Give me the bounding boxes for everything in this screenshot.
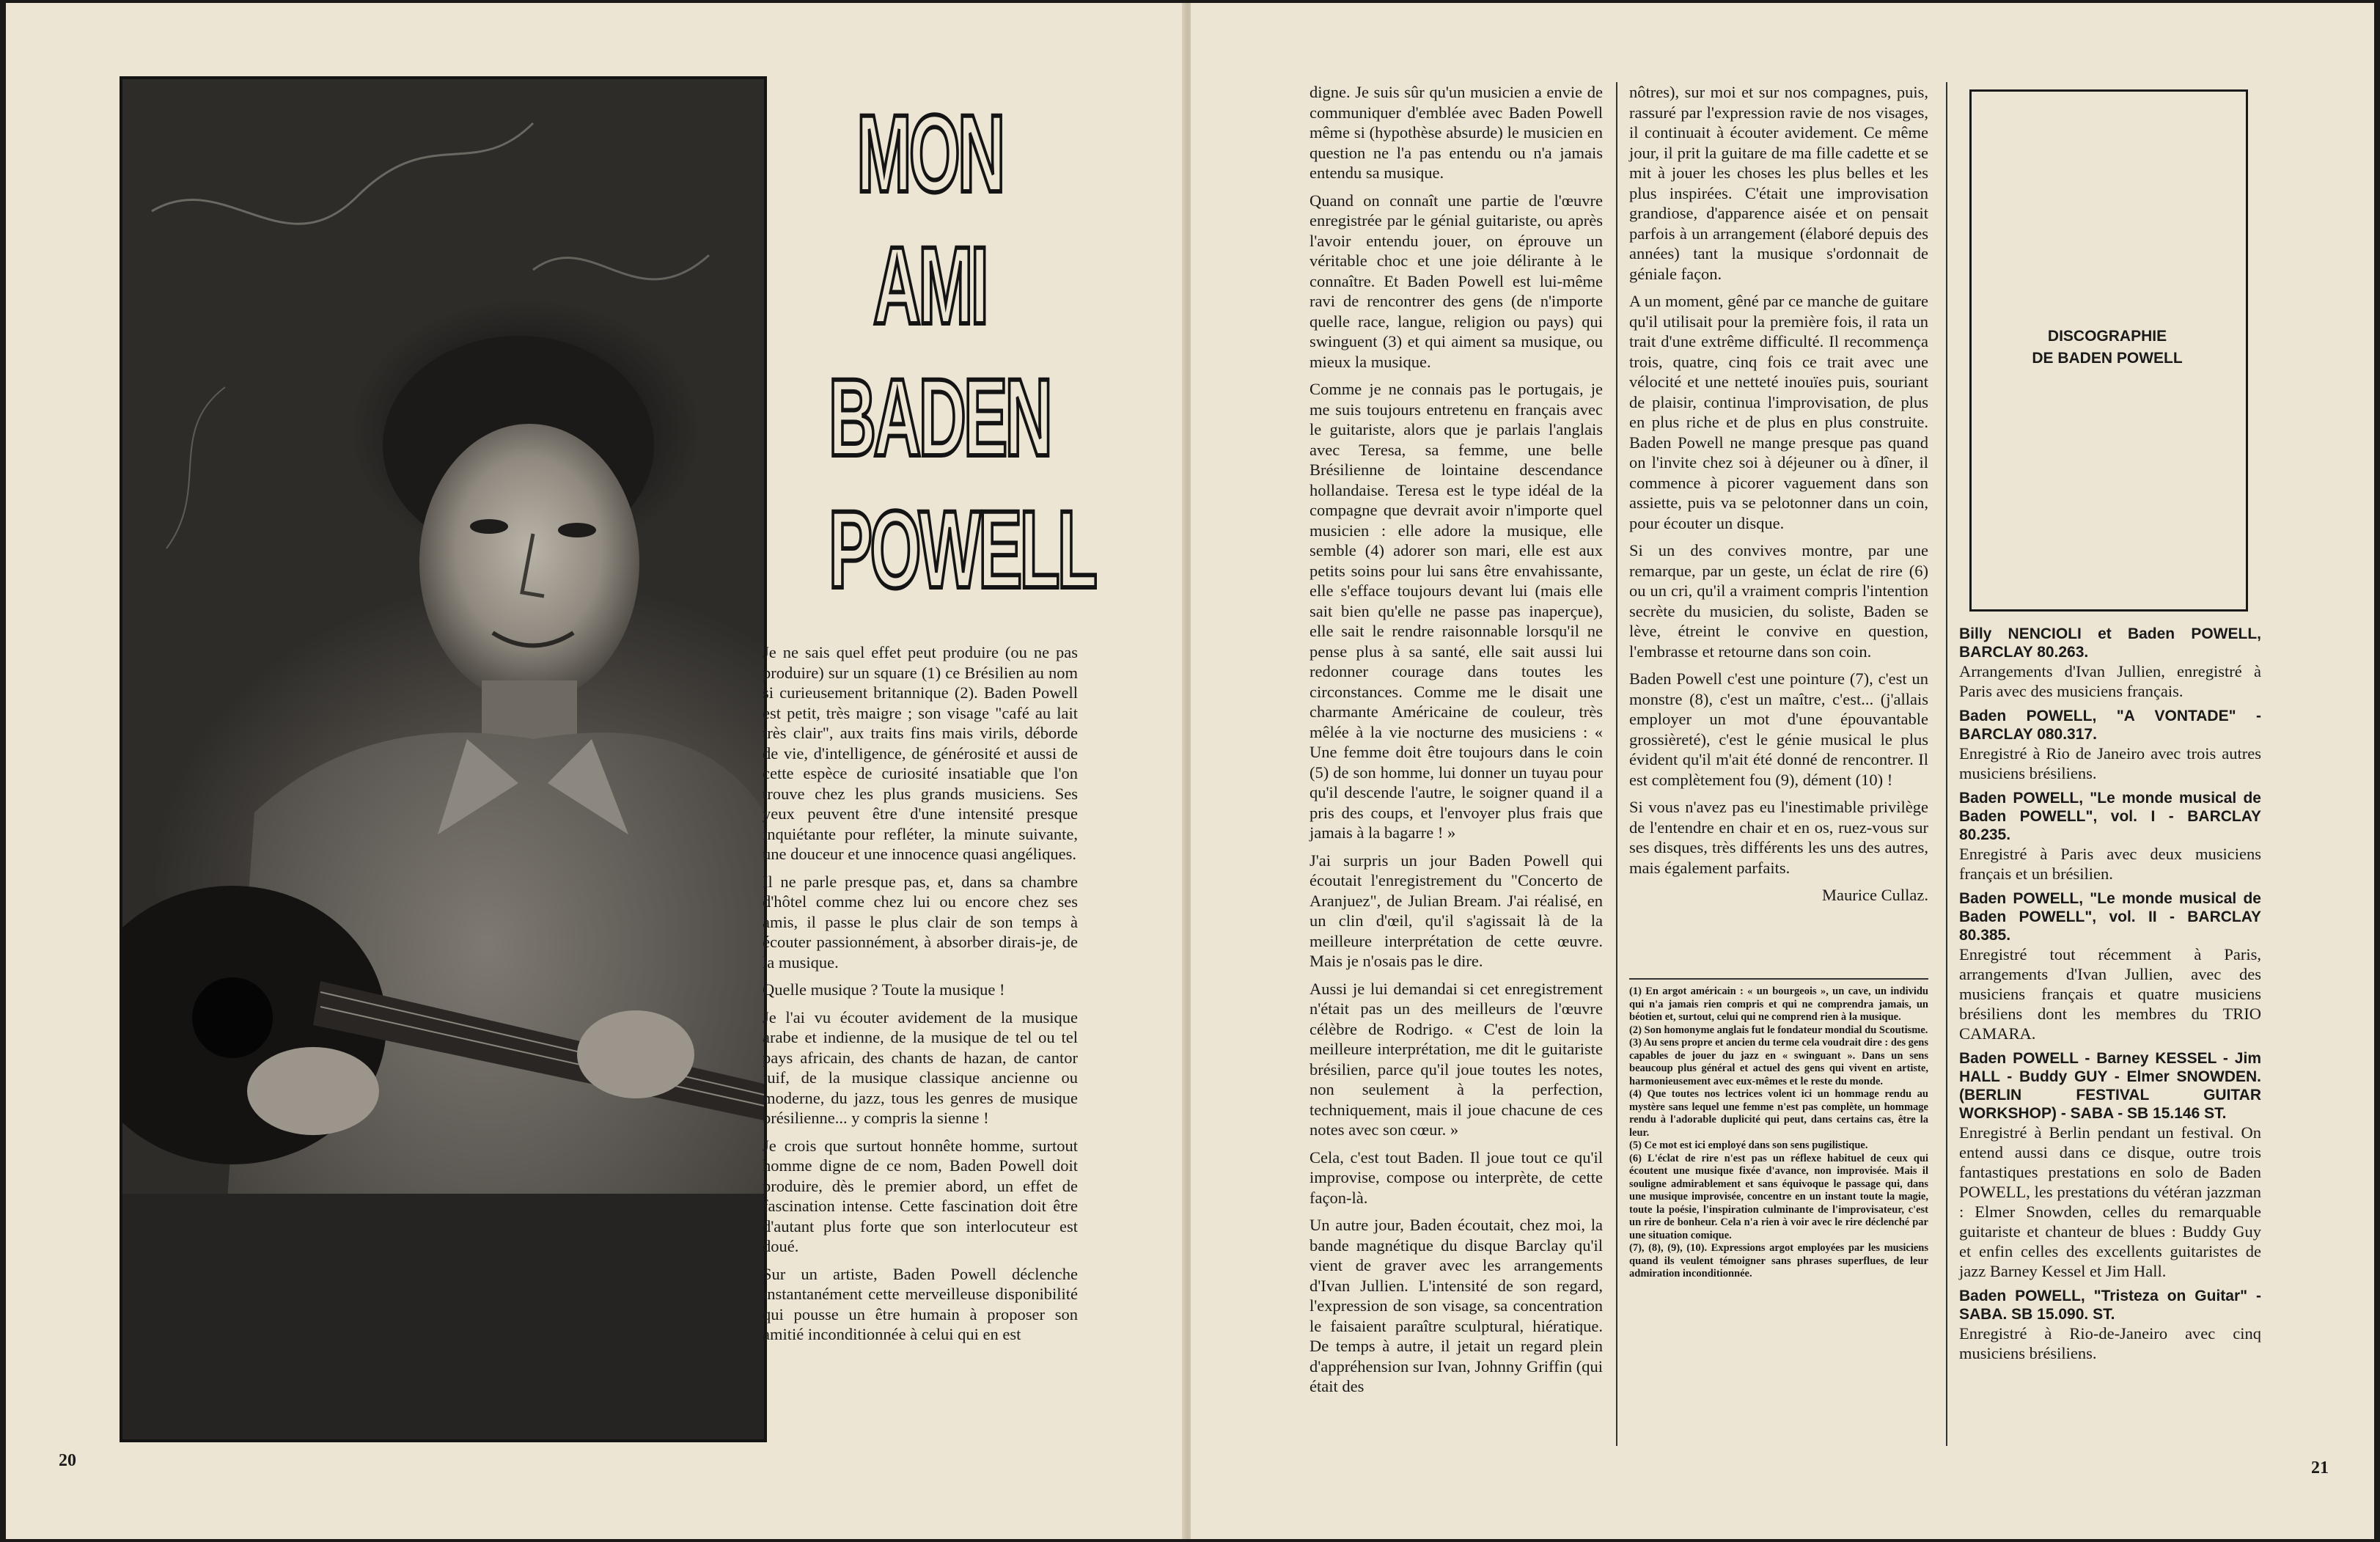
footnote: (5) Ce mot est ici employé dans son sens pugilistique. — [1629, 1139, 1868, 1151]
footnote: (3) Au sens propre et ancien du terme cela voudrait dire : des gens capables de jouer du jazz en « swinguant ». Dans un sens beaucoup plus général et actuel des gens qui vivent en artiste, harmonieusement avec eux-mêmes et le reste du monde. — [1629, 1037, 1928, 1087]
record-description: Enregistré à Rio-de-Janeiro avec cinq musiciens brésiliens. — [1959, 1324, 2261, 1362]
column-rule — [1616, 82, 1617, 1446]
footnote: (1) En argot américain : « un bourgeois », un cave, un individu qui n'a jamais rien compris et qui ne comprendra jamais, un béotien et, surtout, celui qui ne comprend rien à la musique. — [1629, 985, 1928, 1023]
page-number-left: 20 — [59, 1451, 76, 1470]
column-rule — [1946, 82, 1947, 1446]
paragraph: Comme je ne connais pas le portugais, je me suis toujours entretenu en français avec le guitariste, alors que je parlais l'anglais avec Teresa, sa femme, une belle Brésilienne de lointaine descendance hollandaise. Teresa est le type idéal de la compagne que devrait avoir n'importe quel musicien : elle adore la musique, elle semble (4) adorer son mari, elle est aux petits soins pour lui sans être envahissante, elle s'efface toujours devant lui (mais elle sait bien qu'elle ne passe pas inaperçue), elle sait le rendre raisonnable lorsqu'il ne pense plus à sa santé, elle sait aussi lui redonner courage dans toutes les circonstances. Comme me le disait une charmante Américaine de couleur, très mêlée à la vie nocturne des musiciens : « Une femme doit être toujours dans le coin (5) de son homme, lui donner un tuyau pour qu'il descende l'autre, le soigner quand il a pris des coups, et l'envoyer plus frais que jamais à la bagarre ! » — [1310, 380, 1603, 842]
left-page — [6, 3, 1185, 1539]
paragraph: Quelle musique ? Toute la musique ! — [763, 980, 1005, 999]
discography-title — [1968, 326, 2247, 370]
paragraph: Cela, c'est tout Baden. Il joue tout ce qu'il improvise, compose ou interprète, de cette façon-là. — [1310, 1148, 1603, 1207]
discography-title-line-2: DE BADEN POWELL — [2032, 350, 2183, 367]
discography-list — [1959, 619, 2261, 1367]
footnote: (4) Que toutes nos lectrices volent ici un hommage rendu au mystère sans lequel une femme n'est pas complète, un hommage rendu à l'adorable duplicité qui peut, dans certains cas, être la leur. — [1629, 1088, 1928, 1139]
article-title — [761, 76, 1098, 626]
paragraph: Si un des convives montre, par une remarque, par un geste, un éclat de rire (6) ou un cri, qu'il a vraiment compris l'intention secrète du musicien, du soliste, Baden se lève, étreint le convive en question, l'embrasse et retourne dans son coin. — [1629, 541, 1928, 661]
paragraph: Baden Powell c'est une pointure (7), c'est un monstre (8), c'est un maître, c'est... (j'allais employer un mot d'une épouvantable grossièreté), c'est le génie musical le plus évident qu'il m'ait été donné de rencontrer. Il est complètement fou (9), dément (10) ! — [1629, 669, 1928, 789]
paragraph: J'ai surpris un jour Baden Powell qui écoutait l'enregistrement du "Concerto de Aranjuez", de Julian Bream. J'ai réalisé, en un clin d'œil, qu'il s'agissait là de la meilleure interprétation de cette œuvre. Mais je n'osais pas le dire. — [1310, 851, 1603, 970]
record-title: Baden POWELL - Barney KESSEL - Jim HALL - Buddy GUY - Elmer SNOWDEN. (BERLIN FESTIVAL GUITAR WORKSHOP) - SABA - SB 15.146 ST. — [1959, 1050, 2261, 1122]
footnote: (6) L'éclat de rire n'est pas un réflexe habituel de ceux qui écoutent une musique fixée d'avance, non improvisée. Mais il souligne admirablement et sans équivoque le passage qui, dans une musique improvisée, concentre en un instant toute la magie, toute la poésie, l'inspiration culminante de l'improvisateur, c'est un rire de bonheur. Cela n'a rien à voir avec le rire déclenché par une situation comique. — [1629, 1152, 1928, 1241]
record-description: Enregistré à Paris avec deux musiciens français et un brésilien. — [1959, 845, 2261, 883]
paragraph: Sur un artiste, Baden Powell déclenche instantanément cette merveilleuse disponibilité qui pousse un être humain à proposer son amitié inconditionnée à celui qui en est — [763, 1264, 1078, 1343]
record-title: Baden POWELL, "Le monde musical de Baden POWELL", vol. I - BARCLAY 80.235. — [1959, 790, 2261, 843]
record-title: Baden POWELL, "Le monde musical de Baden POWELL", vol. II - BARCLAY 80.385. — [1959, 890, 2261, 944]
record-title: Billy NENCIOLI et Baden POWELL, BARCLAY 80.263. — [1959, 625, 2261, 661]
magazine-spread — [6, 3, 2374, 1539]
footnote: (2) Son homonyme anglais fut le fondateur mondial du Scoutisme. — [1629, 1024, 1928, 1036]
paragraph: Je crois que surtout honnête homme, surtout homme digne de ce nom, Baden Powell doit produire, dès le premier abord, un effet de fascination intense. Cette fascination doit être d'autant plus forte que son interlocuteur est doué. — [763, 1136, 1078, 1255]
discography-title-line-1: DISCOGRAPHIE — [2047, 328, 2167, 345]
paragraph: Il ne parle presque pas, et, dans sa chambre d'hôtel comme chez lui ou encore chez ses amis, il passe le plus clair de son temps à écouter passionnément, à absorber dirais-je, de la musique. — [763, 872, 1078, 972]
paragraph: Je ne sais quel effet peut produire (ou ne pas produire) sur un square (1) ce Brésilien au nom si curieusement britannique (2). Baden Powell est petit, très maigre ; son visage "café au lait très clair", aux traits fins mais virils, déborde de vie, d'intelligence, de générosité et aussi de cette espèce de curiosité insatiable que l'on trouve chez les plus grands musiciens. Ses yeux peuvent être d'une intensité presque inquiétante pour refléter, la minute suivante, une douceur et une innocence quasi angéliques. — [763, 643, 1078, 863]
paragraph: nôtres), sur moi et sur nos compagnes, puis, rassuré par l'expression ravie de nos visages, il continuait à écouter avidement. Ce même jour, il prit la guitare de ma fille cadette et se mit à jouer les choses les plus belles et les plus inspirées. C'était une improvisation grandiose, d'apparence aisée et on pensait parfois à un arrangement (élaboré depuis des années) tant la musique s'ordonnait de géniale façon. — [1629, 83, 1928, 283]
record-description: Enregistré tout récemment à Paris, arrangements d'Ivan Jullien, avec des musiciens français et quatre musiciens brésiliens dont les membres du TRIO CAMARA. — [1959, 945, 2261, 1043]
paragraph: Si vous n'avez pas eu l'inestimable privilège de l'entendre en chair et en os, ruez-vous sur ses disques, très différents les uns des autres, mais également parfaits. — [1629, 798, 1928, 877]
page-number-right: 21 — [2311, 1458, 2329, 1477]
title-line-2: AMI — [873, 224, 987, 347]
footnotes-rule — [1629, 978, 1928, 980]
author-signature: Maurice Cullaz. — [1822, 886, 1928, 904]
title-line-3: BADEN — [829, 356, 1051, 479]
title-line-4: POWELL — [829, 488, 1095, 611]
paragraph: A un moment, gêné par ce manche de guitare qu'il utilisait pour la première fois, il rata un trait d'une extrême difficulté. Il recommença trois, quatre, cinq fois ce trait avec une vélocité et une netteté inouïes puis, souriant de plaisir, continua l'improvisation, de plus en plus riche et de plus en plus construite. Baden Powell ne mange presque pas quand on l'invite chez soi à déjeuner ou à dîner, il commence à picorer vaguement dans son assiette, puis va se pelotonner dans un coin, pour écouter un disque. — [1629, 292, 1928, 532]
footnotes — [1629, 985, 1928, 1281]
article-column-b — [1629, 82, 1928, 913]
portrait-photo — [120, 76, 767, 1442]
title-line-1: MON — [856, 92, 1003, 215]
paragraph: Quand on connaît une partie de l'œuvre enregistrée par le génial guitariste, ou après l'avoir entendu jouer, on éprouve un véritable choc et une joie délirante à le connaître. Et Baden Powell est lui-même ravi de rencontrer des gens (de n'importe quelle race, langue, religion ou pays) qui swinguent (3) et qui aiment sa musique, ou mieux la musique. — [1310, 191, 1603, 371]
record-description: Arrangements d'Ivan Jullien, enregistré à Paris avec des musiciens français. — [1959, 662, 2261, 700]
paragraph: Je l'ai vu écouter avidement de la musique arabe et indienne, de la musique de tel ou tel pays africain, des chants de hazan, de cantor juif, de la musique classique ancienne ou moderne, du jazz, tous les genres de musique brésilienne... y compris la sienne ! — [763, 1007, 1078, 1127]
record-description: Enregistré à Berlin pendant un festival. On entend aussi dans ce disque, outre trois fantastiques prestations en solo de Baden POWELL, les prestations du vétéran jazzman : Elmer Snowden, celles du remarquable guitariste et chanteur de blues : Buddy Guy et enfin celles des excellents guitaristes de jazz Barney Kessel et Jim Hall. — [1959, 1123, 2261, 1280]
guitarist-portrait-image — [122, 79, 764, 1439]
record-description: Enregistré à Rio de Janeiro avec trois autres musiciens brésiliens. — [1959, 744, 2261, 782]
article-column-a — [1310, 82, 1603, 1404]
footnote: (7), (8), (9), (10). Expressions argot employées par les musiciens quand ils veulent témoigner sans phrases superflues, de leur admiration inconditionnée. — [1629, 1242, 1928, 1280]
paragraph: digne. Je suis sûr qu'un musicien a envie de communiquer d'emblée avec Baden Powell même si (hypothèse absurde) le musicien en question ne l'a pas entendu ou n'a jamais entendu sa musique. — [1310, 83, 1603, 182]
paragraph: Un autre jour, Baden écoutait, chez moi, la bande magnétique du disque Barclay qu'il vient de graver avec les arrangements d'Ivan Jullien. L'intensité de son regard, l'expression de son visage, sa concentration le faisaient paraître sculptural, hiératique. De temps à autre, il jetait un regard plein d'appréhension sur Ivan, Johnny Griffin (qui était des — [1310, 1216, 1603, 1395]
record-title: Baden POWELL, "Tristeza on Guitar" - SABA. SB 15.090. ST. — [1959, 1288, 2261, 1323]
record-title: Baden POWELL, "A VONTADE" - BARCLAY 080.317. — [1959, 708, 2261, 743]
right-page — [1191, 3, 2374, 1539]
paragraph: Aussi je lui demandai si cet enregistrement n'était pas un des meilleurs de l'œuvre célèbre de Rodrigo. « C'est de loin la meilleure interprétation, me dit le guitariste brésilien, parce qu'il joue toutes les notes, non seulement à la perfection, techniquement, mais il joue chacune de ces notes avec son cœur. » — [1310, 979, 1603, 1139]
article-intro-column — [763, 642, 1078, 1352]
